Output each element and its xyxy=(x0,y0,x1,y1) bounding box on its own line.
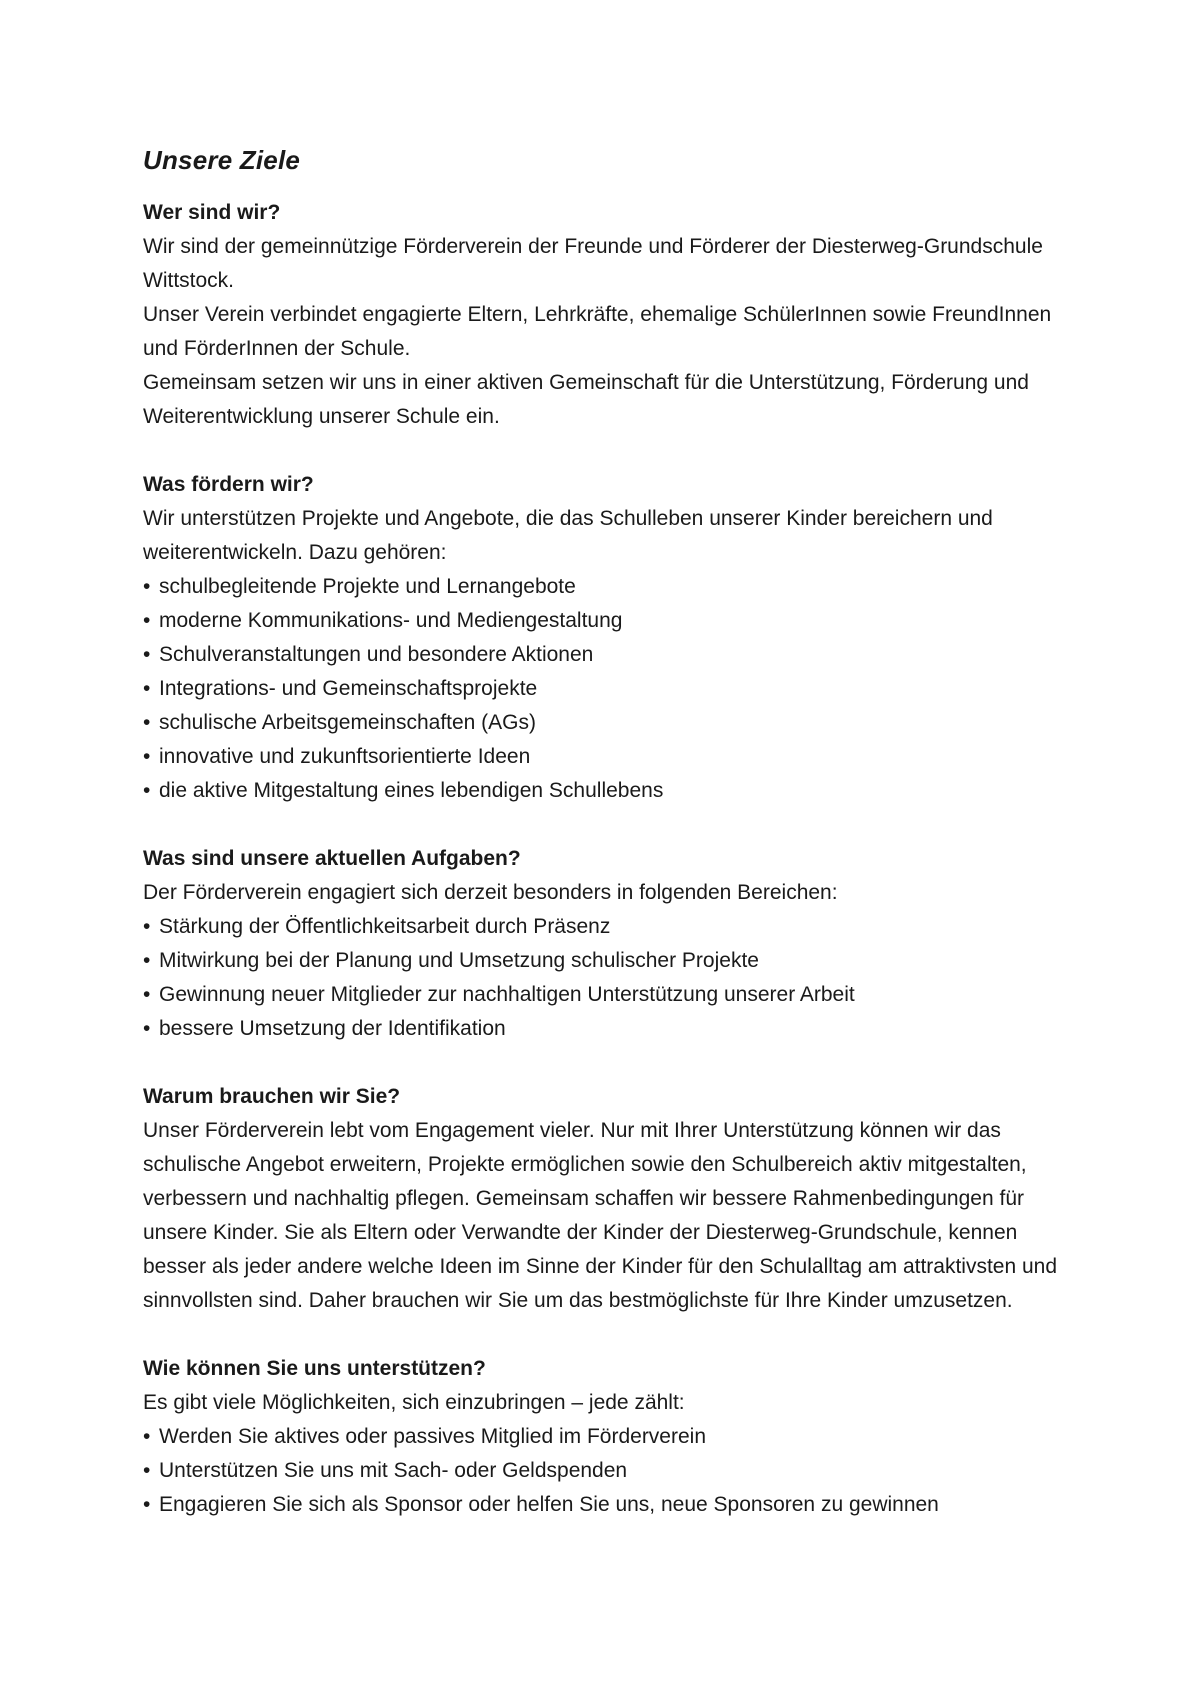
list-item-text: die aktive Mitgestaltung eines lebendigen Schullebens xyxy=(159,779,664,802)
section-heading: Wie können Sie uns unterstützen? xyxy=(143,1357,486,1380)
bullet-icon: • xyxy=(143,983,151,1006)
bullet-icon: • xyxy=(143,609,151,632)
bullet-icon: • xyxy=(143,915,151,938)
list-item xyxy=(143,672,1063,706)
section-heading: Wer sind wir? xyxy=(143,201,281,224)
list-item-text: Werden Sie aktives oder passives Mitglied im Förderverein xyxy=(159,1425,707,1448)
bullet-icon: • xyxy=(143,949,151,972)
list-item-text: Gewinnung neuer Mitglieder zur nachhaltigen Unterstützung unserer Arbeit xyxy=(159,983,855,1006)
list-item-text: Schulveranstaltungen und besondere Aktionen xyxy=(159,643,594,666)
bullet-icon: • xyxy=(143,1459,151,1482)
list-item-text: moderne Kommunikations- und Mediengestaltung xyxy=(159,609,623,632)
section-aktuelle-aufgaben xyxy=(143,842,1063,1046)
section-wer-sind-wir xyxy=(143,196,1063,434)
section-heading: Was sind unsere aktuellen Aufgaben? xyxy=(143,847,521,870)
list-item xyxy=(143,978,1063,1012)
section-wie-unterstuetzen xyxy=(143,1352,1063,1522)
list-item xyxy=(143,1012,1063,1046)
list-item-text: bessere Umsetzung der Identifikation xyxy=(159,1017,506,1040)
bullet-icon: • xyxy=(143,779,151,802)
paragraph: Wir sind der gemeinnützige Förderverein der Freunde und Förderer der Diesterweg-Grundschule Wittstock. xyxy=(143,235,1043,292)
document-page xyxy=(143,138,1063,1556)
list-item xyxy=(143,638,1063,672)
list-item xyxy=(143,1488,1063,1522)
list-item-text: schulische Arbeitsgemeinschaften (AGs) xyxy=(159,711,537,734)
document-title: Unsere Ziele xyxy=(143,145,301,175)
bullet-list xyxy=(143,910,1063,1046)
paragraph: Unser Verein verbindet engagierte Eltern, Lehrkräfte, ehemalige SchülerInnen sowie FreundInnen und FörderInnen der Schule. xyxy=(143,303,1052,360)
bullet-icon: • xyxy=(143,745,151,768)
bullet-icon: • xyxy=(143,1425,151,1448)
section-warum-brauchen-wir-sie xyxy=(143,1080,1063,1318)
paragraph: Wir unterstützen Projekte und Angebote, die das Schulleben unserer Kinder bereichern und weiterentwickeln. Dazu gehören: xyxy=(143,507,993,564)
paragraph: Gemeinsam setzen wir uns in einer aktiven Gemeinschaft für die Unterstützung, Förderung und Weiterentwicklung unserer Schule ein. xyxy=(143,371,1029,428)
list-item-text: Unterstützen Sie uns mit Sach- oder Geldspenden xyxy=(159,1459,628,1482)
section-was-foerdern-wir xyxy=(143,468,1063,808)
list-item xyxy=(143,740,1063,774)
list-item xyxy=(143,1420,1063,1454)
paragraph: Unser Förderverein lebt vom Engagement vieler. Nur mit Ihrer Unterstützung können wir das schulische Angebot erweitern, Projekte ermöglichen sowie den Schulbereich aktiv mitgestalten, verbessern und nachhaltig pflegen. Gemeinsam schaffen wir bessere Rahmenbedingungen für unsere Kinder. Sie als Eltern oder Verwandte der Kinder der Diesterweg-Grundschule, kennen besser als jeder andere welche Ideen im Sinne der Kinder für den Schulalltag am attraktivsten und sinnvollsten sind. Daher brauchen wir Sie um das bestmöglichste für Ihre Kinder umzusetzen. xyxy=(143,1119,1058,1312)
bullet-icon: • xyxy=(143,677,151,700)
list-item-text: Integrations- und Gemeinschaftsprojekte xyxy=(159,677,538,700)
list-item xyxy=(143,706,1063,740)
list-item xyxy=(143,910,1063,944)
list-item xyxy=(143,1454,1063,1488)
bullet-list xyxy=(143,1420,1063,1522)
list-item xyxy=(143,944,1063,978)
bullet-icon: • xyxy=(143,643,151,666)
bullet-icon: • xyxy=(143,1017,151,1040)
list-item xyxy=(143,570,1063,604)
list-item-text: schulbegleitende Projekte und Lernangebote xyxy=(159,575,576,598)
bullet-icon: • xyxy=(143,575,151,598)
bullet-icon: • xyxy=(143,711,151,734)
list-item-text: innovative und zukunftsorientierte Ideen xyxy=(159,745,531,768)
list-item xyxy=(143,604,1063,638)
bullet-list xyxy=(143,570,1063,808)
list-item-text: Engagieren Sie sich als Sponsor oder helfen Sie uns, neue Sponsoren zu gewinnen xyxy=(159,1493,939,1516)
paragraph: Es gibt viele Möglichkeiten, sich einzubringen – jede zählt: xyxy=(143,1391,685,1414)
list-item-text: Stärkung der Öffentlichkeitsarbeit durch Präsenz xyxy=(159,915,611,938)
list-item-text: Mitwirkung bei der Planung und Umsetzung schulischer Projekte xyxy=(159,949,759,972)
section-heading: Warum brauchen wir Sie? xyxy=(143,1085,401,1108)
paragraph: Der Förderverein engagiert sich derzeit besonders in folgenden Bereichen: xyxy=(143,881,838,904)
section-heading: Was fördern wir? xyxy=(143,473,314,496)
bullet-icon: • xyxy=(143,1493,151,1516)
list-item xyxy=(143,774,1063,808)
